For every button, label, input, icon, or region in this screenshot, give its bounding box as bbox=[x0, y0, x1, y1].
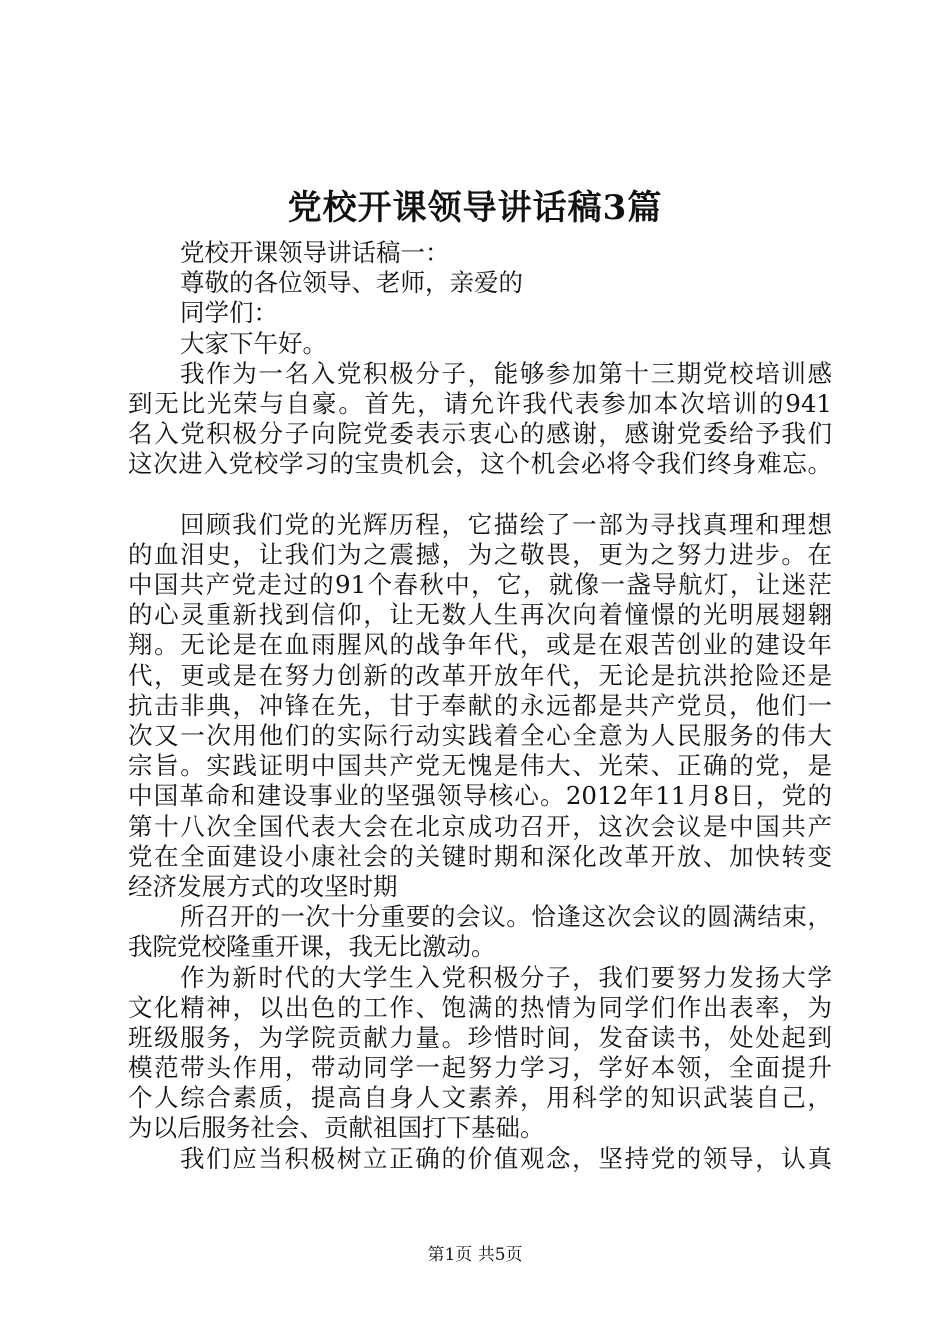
text-line: 到无比光荣与自豪。首先，请允许我代表参加本次培训的941 bbox=[128, 388, 832, 418]
text-line: 第十八次全国代表大会在北京成功召开，这次会议是中国共产 bbox=[128, 811, 832, 841]
text-line: 名入党积极分子向院党委表示衷心的感谢，感谢党委给予我们 bbox=[128, 419, 832, 449]
text-line: 代，更或是在努力创新的改革开放年代，无论是抗洪抢险还是 bbox=[128, 660, 832, 690]
text-line: 这次进入党校学习的宝贵机会，这个机会必将令我们终身难忘。 bbox=[128, 449, 832, 479]
document-body bbox=[128, 238, 832, 1174]
text-line: 抗击非典，冲锋在先，甘于奉献的永远都是共产党员，他们一 bbox=[128, 690, 832, 720]
text-line: 的心灵重新找到信仰，让无数人生再次向着憧憬的光明展翅翱 bbox=[128, 600, 832, 630]
text-line: 个人综合素质，提高自身人文素养，用科学的知识武装自己， bbox=[128, 1083, 832, 1113]
text-line: 尊敬的各位领导、老师，亲爱的 bbox=[180, 268, 523, 298]
text-line: 模范带头作用，带动同学一起努力学习，学好本领，全面提升 bbox=[128, 1053, 832, 1083]
text-line: 作为新时代的大学生入党积极分子，我们要努力发扬大学 bbox=[180, 962, 832, 992]
text-line: 的血泪史，让我们为之震撼，为之敬畏，更为之努力进步。在 bbox=[128, 539, 832, 569]
blank-line bbox=[128, 480, 832, 510]
text-line: 班级服务，为学院贡献力量。珍惜时间，发奋读书，处处起到 bbox=[128, 1022, 832, 1052]
text-line: 我院党校隆重开课，我无比激动。 bbox=[128, 932, 496, 962]
text-line: 中国共产党走过的91个春秋中，它，就像一盏导航灯，让迷茫 bbox=[128, 570, 832, 600]
text-line: 同学们： bbox=[180, 298, 278, 328]
text-line: 翔。无论是在血雨腥风的战争年代，或是在艰苦创业的建设年 bbox=[128, 630, 832, 660]
text-line: 次又一次用他们的实际行动实践着全心全意为人民服务的伟大 bbox=[128, 721, 832, 750]
text-line: 大家下午好。 bbox=[180, 328, 327, 358]
text-line: 为以后服务社会、贡献祖国打下基础。 bbox=[128, 1113, 545, 1143]
text-line: 党在全面建设小康社会的关键时期和深化改革开放、加快转变 bbox=[128, 841, 832, 871]
document-title: 党校开课领导讲话稿3篇 bbox=[287, 188, 663, 228]
text-line: 回顾我们党的光辉历程，它描绘了一部为寻找真理和理想 bbox=[180, 509, 832, 539]
text-line: 中国革命和建设事业的坚强领导核心。2012年11月8日，党的 bbox=[128, 781, 832, 811]
text-line: 文化精神，以出色的工作、饱满的热情为同学们作出表率，为 bbox=[128, 992, 832, 1022]
text-line: 经济发展方式的攻坚时期 bbox=[128, 871, 398, 901]
text-line: 党校开课领导讲话稿一： bbox=[180, 238, 450, 267]
text-line: 宗旨。实践证明中国共产党无愧是伟大、光荣、正确的党，是 bbox=[128, 751, 832, 781]
page-footer: 第1页 共5页 bbox=[427, 1245, 523, 1265]
text-line: 我们应当积极树立正确的价值观念，坚持党的领导，认真 bbox=[180, 1143, 832, 1173]
text-line: 我作为一名入党积极分子，能够参加第十三期党校培训感 bbox=[180, 358, 832, 388]
text-line: 所召开的一次十分重要的会议。恰逢这次会议的圆满结束， bbox=[180, 902, 832, 932]
